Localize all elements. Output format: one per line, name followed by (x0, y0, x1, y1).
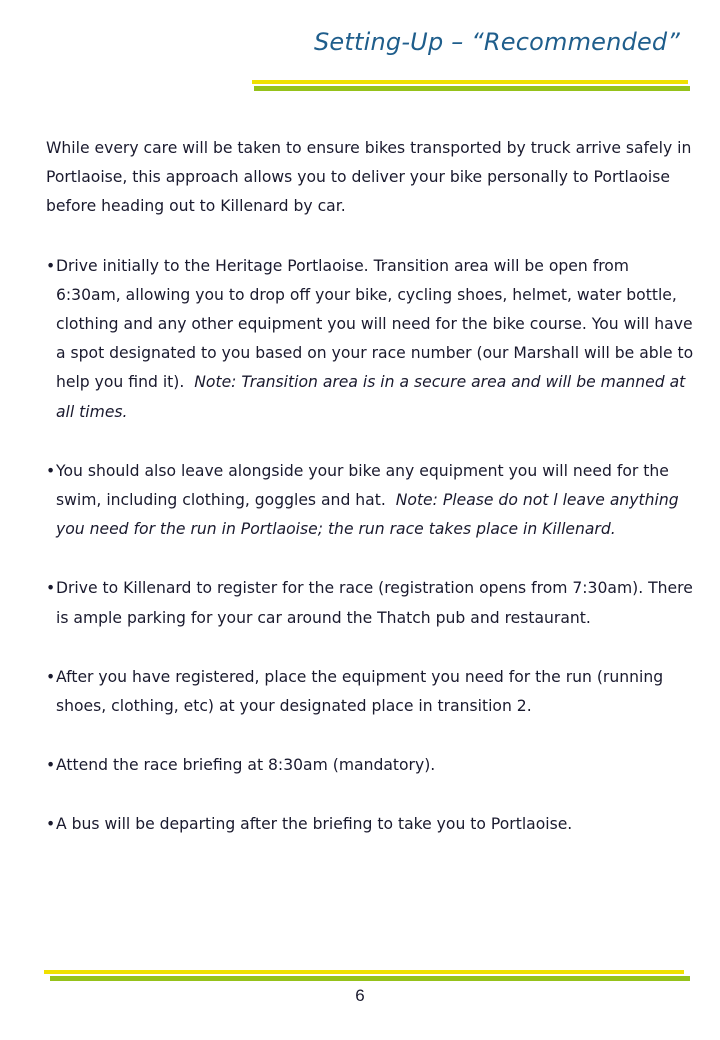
bullet-dot: • (46, 756, 56, 775)
page-body (46, 134, 696, 870)
bullet-item (46, 457, 696, 545)
bullet-item (46, 252, 696, 427)
bullet-dot: • (46, 461, 56, 480)
bullet-item (46, 751, 696, 780)
bullet-text: You should also leave alongside your bike any equipment you will need for the swim, including clothing, goggles and hat. (56, 461, 669, 510)
footer-rule-yellow (44, 970, 684, 974)
bullet-dot: • (46, 579, 56, 598)
intro-paragraph: While every care will be taken to ensure bikes transported by truck arrive safely in Portlaoise, this approach allows you to deliver your bike personally to Portlaoise before heading out to Killenard by car. (46, 139, 692, 216)
bullet-text: Drive initially to the Heritage Portlaoise. Transition area will be open from 6:30am, allowing you to drop off your bike, cycling shoes, helmet, water bottle, clothing and any other equipment you will need for the bike course. You will have a spot designated to you based on your race number (our Marshall will be able to help you find it). (56, 256, 694, 392)
header-rule-yellow (252, 80, 688, 84)
bullet-note: Note: Transition area is in a secure area and will be manned at all times. (56, 373, 686, 421)
header-rule-green (254, 86, 690, 91)
bullet-dot: • (46, 667, 56, 686)
bullet-dot: • (46, 256, 56, 275)
bullet-item (46, 810, 696, 839)
bullet-text: Attend the race briefing at 8:30am (mandatory). (56, 756, 436, 775)
footer-rule-green (50, 976, 690, 981)
bullet-dot: • (46, 815, 56, 834)
bullet-note: Note: Please do not l leave anything you need for the run in Portlaoise; the run race takes place in Killenard. (56, 491, 679, 539)
bullet-text: A bus will be departing after the briefing to take you to Portlaoise. (56, 815, 573, 834)
page-number: 6 (355, 986, 365, 1005)
page-title: Setting-Up – “Recommended” (313, 28, 680, 56)
bullet-text: Drive to Killenard to register for the race (registration opens from 7:30am). There is ample parking for your car around the Thatch pub and restaurant. (56, 579, 693, 627)
bullet-item (46, 574, 696, 632)
bullet-item (46, 663, 696, 721)
bullet-text: After you have registered, place the equipment you need for the run (running shoes, clothing, etc) at your designated place in transition 2. (56, 667, 664, 716)
